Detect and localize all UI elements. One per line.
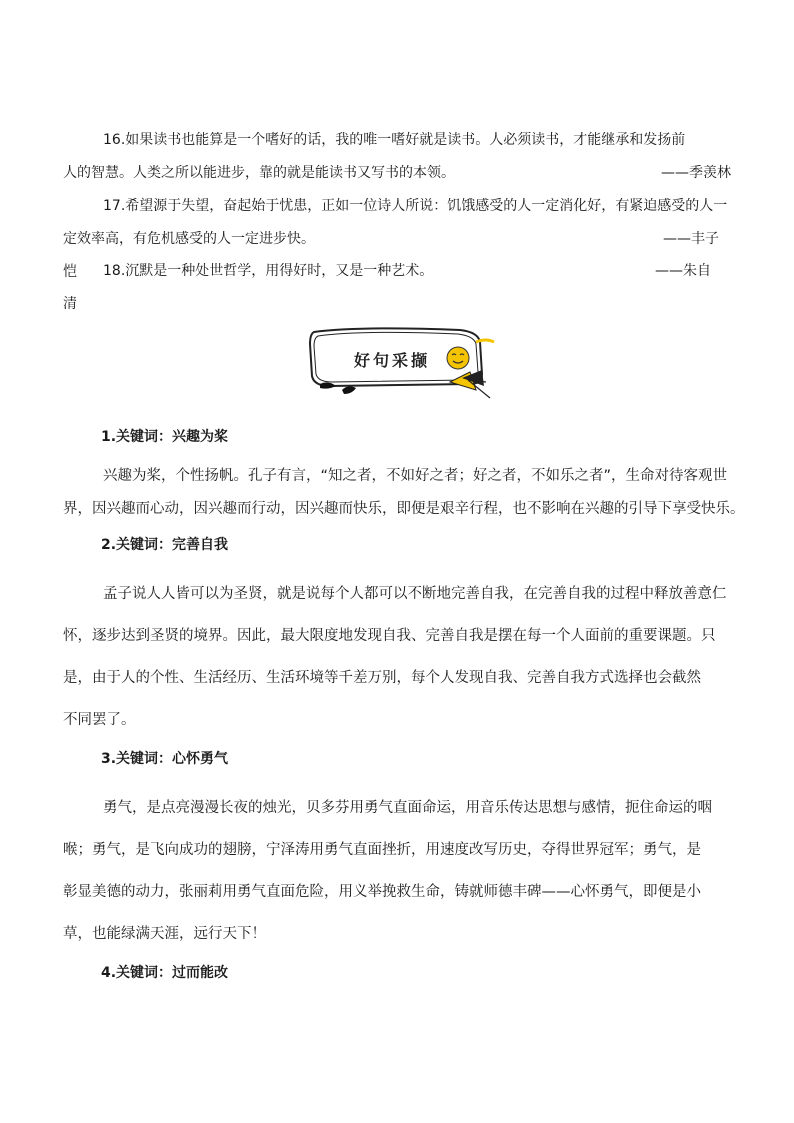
section-title: 好句采撷 (354, 351, 431, 370)
keyword-paragraph-2 (63, 573, 731, 741)
keyword-paragraph-3 (63, 787, 731, 955)
quote-line: 17.希望源于失望，奋起始于忧患，正如一位诗人所说：饥饿感受的人一定消化好，有紧迫感受的人一 (103, 198, 728, 214)
paragraph-line: 界，因兴趣而心动，因兴趣而行动，因兴趣而快乐，即便是艰辛行程，也不影响在兴趣的引导下享受快乐。 (63, 501, 745, 517)
section-badge (300, 322, 500, 400)
quote-line: 16.如果读书也能算是一个嗜好的话，我的唯一嗜好就是读书。人必须读书，才能继承和发扬前 (103, 132, 686, 148)
quote-18 (63, 255, 731, 321)
quote-author: ——朱自 (655, 263, 711, 279)
paragraph-line: 不同罢了。 (63, 712, 136, 728)
paragraph-line: 孟子说人人皆可以为圣贤，就是说每个人都可以不断地完善自我，在完善自我的过程中释放善意仁 (103, 586, 727, 602)
paragraph-line: 草，也能绿满天涯，远行天下！ (63, 926, 266, 942)
keyword-heading-4: 4.关键词：过而能改 (101, 965, 229, 981)
quote-author: ——季羡林 (661, 165, 731, 181)
keyword-heading-3: 3.关键词：心怀勇气 (101, 751, 229, 767)
paragraph-line: 怀，逐步达到圣贤的境界。因此，最大限度地发现自我、完善自我是摆在每一个人面前的重要课题。只 (63, 628, 716, 644)
paragraph-line: 兴趣为桨，个性扬帆。孔子有言，“知之者，不如好之者；好之者，不如乐之者”，生命对待客观世 (103, 468, 728, 484)
paragraph-line: 是，由于人的个性、生活经历、生活环境等千差万别，每个人发现自我、完善自我方式选择也会截然 (63, 670, 701, 686)
quote-16 (63, 124, 731, 190)
keyword-heading-2: 2.关键词：完善自我 (101, 537, 229, 553)
paragraph-line: 喉；勇气，是飞向成功的翅膀，宁泽涛用勇气直面挫折，用速度改写历史，夺得世界冠军；勇气，是 (63, 842, 701, 858)
keyword-heading-1: 1.关键词：兴趣为桨 (101, 429, 229, 445)
quote-line: 18.沉默是一种处世哲学，用得好时，又是一种艺术。 (103, 263, 434, 279)
quote-author-continued: 恺 (63, 264, 77, 280)
paragraph-line: 勇气，是点亮漫漫长夜的烛光，贝多芬用勇气直面命运，用音乐传达思想与感情，扼住命运的咽 (103, 800, 712, 816)
keyword-paragraph-1 (63, 460, 745, 526)
quote-line: 定效率高，有危机感受的人一定进步快。 (63, 231, 315, 247)
quote-line: 人的智慧。人类之所以能进步，靠的就是能读书又写书的本领。 (63, 165, 455, 181)
quote-author-continued: 清 (63, 296, 77, 312)
paragraph-line: 彰显美德的动力，张丽莉用勇气直面危险，用义举挽救生命，铸就师德丰碑——心怀勇气，即便是小 (63, 884, 701, 900)
quote-author: ——丰子 (663, 231, 719, 247)
